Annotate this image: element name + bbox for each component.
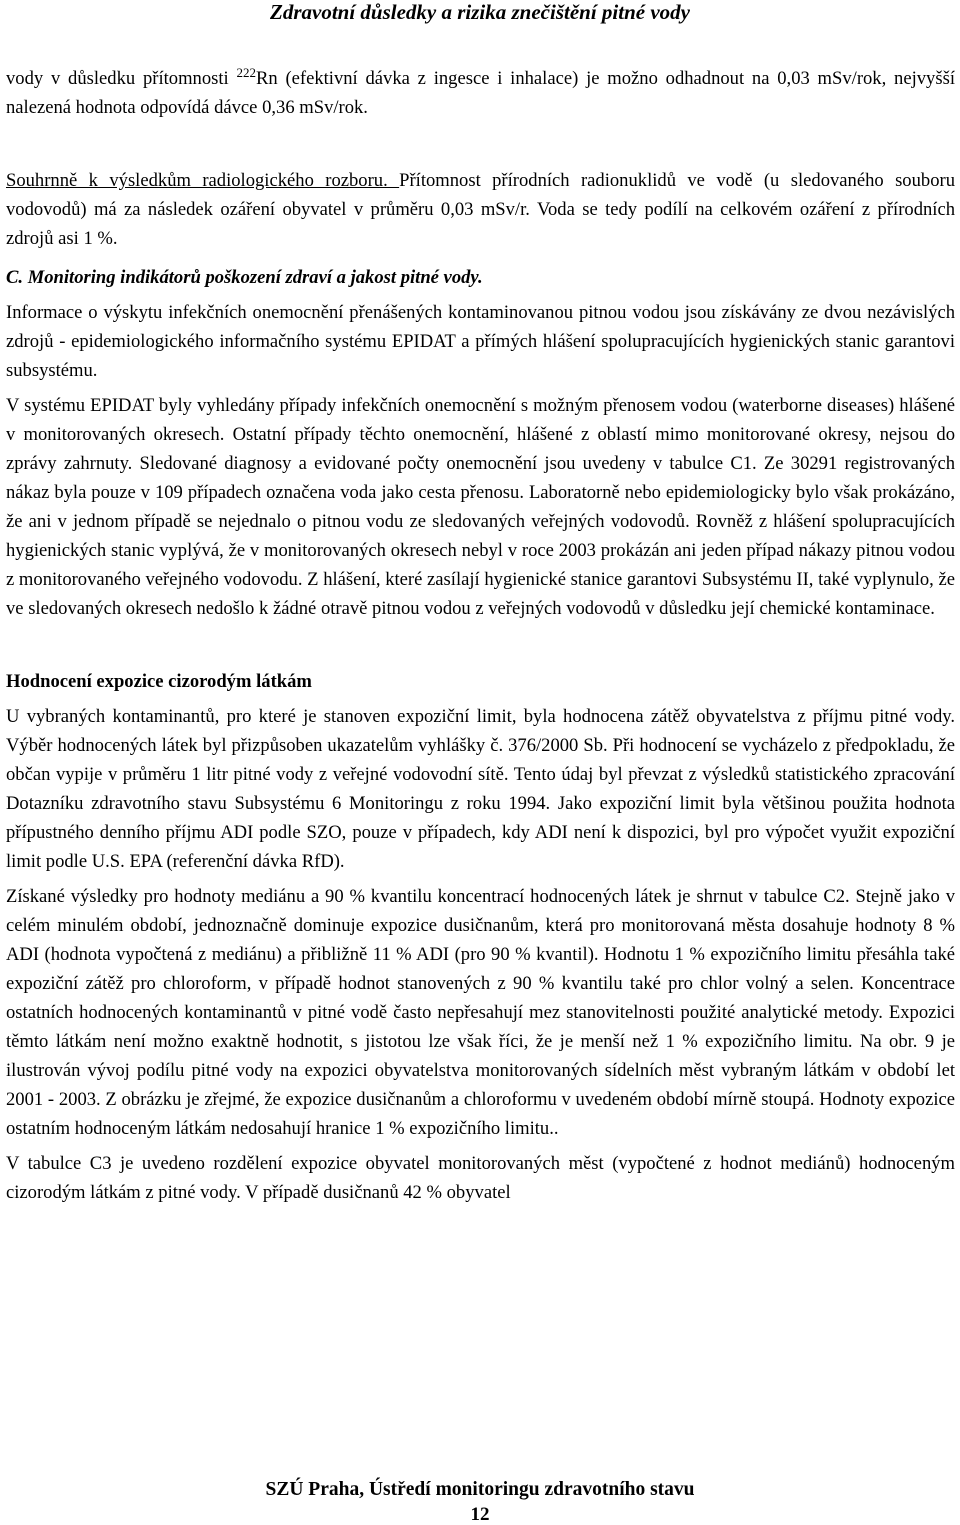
summary-paragraph bbox=[6, 166, 955, 253]
intro-paragraph bbox=[6, 64, 955, 122]
section-c-paragraph: V systému EPIDAT byly vyhledány případy infekčních onemocnění s možným přenosem vodou (waterborne diseases) hlášené v monitorovaných okresech. Ostatní případy těchto onemocnění, hlášené z oblastí mimo monitorované okresy, nejsou do zprávy zahrnuty. Sledované diagnosy a evidované počty onemocnění jsou uvedeny v tabulce C1. Ze 30291 registrovaných nákaz byla pouze v 109 případech označena voda jako cesta přenosu. Laboratorně nebo epidemiologicky bylo však prokázáno, že ani v jednom případě se nejednalo o pitnou vodu ze sledovaných veřejných vodovodů. Rovněž z hlášení spolupracujících hygienických stanic vyplývá, že v monitorovaných okresech nebyl v roce 2003 prokázán ani jeden případ nákazy pitnou vodou z monitorovaného veřejného vodovodu. Z hlášení, které zasílají hygienické stanice garantovi Subsystému II, také vyplynulo, že ve sledovaných okresech nedošlo k žádné otravě pitnou vodou z veřejných vodovodů v důsledku její chemické kontaminace. bbox=[6, 395, 955, 619]
document-body bbox=[6, 64, 955, 1207]
section-c-paragraph: Informace o výskytu infekčních onemocnění přenášených kontaminovanou pitnou vodou jsou získávány ze dvou nezávislých zdrojů - epidemiologického informačního systému EPIDAT a přímých hlášení spolupracujících hygienických stanic garantovi subsystému. bbox=[6, 302, 955, 381]
summary-underlined-lead: Souhrnně k výsledkům radiologického rozboru. bbox=[6, 170, 400, 191]
exposure-heading: Hodnocení expozice cizorodým látkám bbox=[6, 671, 312, 692]
section-c-heading: C. Monitoring indikátorů poškození zdraví a jakost pitné vody. bbox=[6, 267, 483, 288]
intro-text-end: Rn (efektivní dávka z ingesce i inhalace) je možno odhadnout na 0,03 mSv/rok, nejvyšší nalezená hodnota odpovídá dávce 0,36 mSv/rok. bbox=[6, 68, 955, 118]
page-number: 12 bbox=[470, 1504, 490, 1525]
isotope-superscript: 222 bbox=[236, 65, 256, 80]
page-footer: SZÚ Praha, Ústředí monitoringu zdravotního stavu bbox=[265, 1479, 695, 1500]
exposure-paragraph: Získané výsledky pro hodnoty mediánu a 90 % kvantilu koncentrací hodnocených látek je shrnut v tabulce C2. Stejně jako v celém minulém období, jednoznačně dominuje expozice dusičnanům, která pro monitorovaná města dosahuje hodnoty 8 % ADI (hodnota vypočtená z mediánu) a přibližně 11 % ADI (pro 90 % kvantil). Hodnotu 1 % expozičního limitu přesáhla také expoziční zátěž pro chloroform, v případě hodnot stanovených z 90 % kvantilu také pro chlor volný a selen. Koncentrace ostatních hodnocených kontaminantů v pitné vodě často nepřesahují mez stanovitelnosti použité analytické metody. Expozici těmto látkám není možno exaktně hodnotit, s jistotou lze však říci, že je menší než 1 % expozičního limitu. Na obr. 9 je ilustrován vývoj podílu pitné vody na expozici obyvatelstva monitorovaných sídelních měst vybraným látkám v období let 2001 - 2003. Z obrázku je zřejmé, že expozice dusičnanům a chloroformu v uvedeném období mírně stoupá. Hodnoty expozice ostatním hodnoceným látkám nedosahují hranice 1 % expozičního limitu.. bbox=[6, 886, 955, 1139]
summary-text: Přítomnost přírodních radionuklidů ve vodě (u sledovaného souboru vodovodů) má za následek ozáření obyvatel v průměru 0,03 mSv/r. Voda se tedy podílí na celkovém ozáření z přírodních zdrojů asi 1 %. bbox=[6, 170, 955, 249]
exposure-paragraph: V tabulce C3 je uvedeno rozdělení expozice obyvatel monitorovaných měst (vypočtené z hodnot mediánů) hodnoceným cizorodým látkám z pitné vody. V případě dusičnanů 42 % obyvatel bbox=[6, 1153, 955, 1203]
intro-text-start: vody v důsledku přítomnosti bbox=[6, 68, 237, 89]
exposure-paragraph: U vybraných kontaminantů, pro které je stanoven expoziční limit, byla hodnocena zátěž obyvatelstva z příjmu pitné vody. Výběr hodnocených látek byl přizpůsoben ukazatelům vyhlášky č. 376/2000 Sb. Při hodnocení se vycházelo z předpokladu, že občan vypije v průměru 1 litr pitné vody z veřejné vodovodní sítě. Tento údaj byl převzat z výsledků statistického zpracování Dotazníku zdravotního stavu Subsystému 6 Monitoringu z roku 1994. Jako expoziční limit byla většinou použita hodnota přípustného denního příjmu ADI podle SZO, pouze v případech, kdy ADI není k dispozici, byl pro výpočet využit expoziční limit podle U.S. EPA (referenční dávka RfD). bbox=[6, 706, 955, 872]
page-header: Zdravotní důsledky a rizika znečištění pitné vody bbox=[270, 0, 690, 24]
